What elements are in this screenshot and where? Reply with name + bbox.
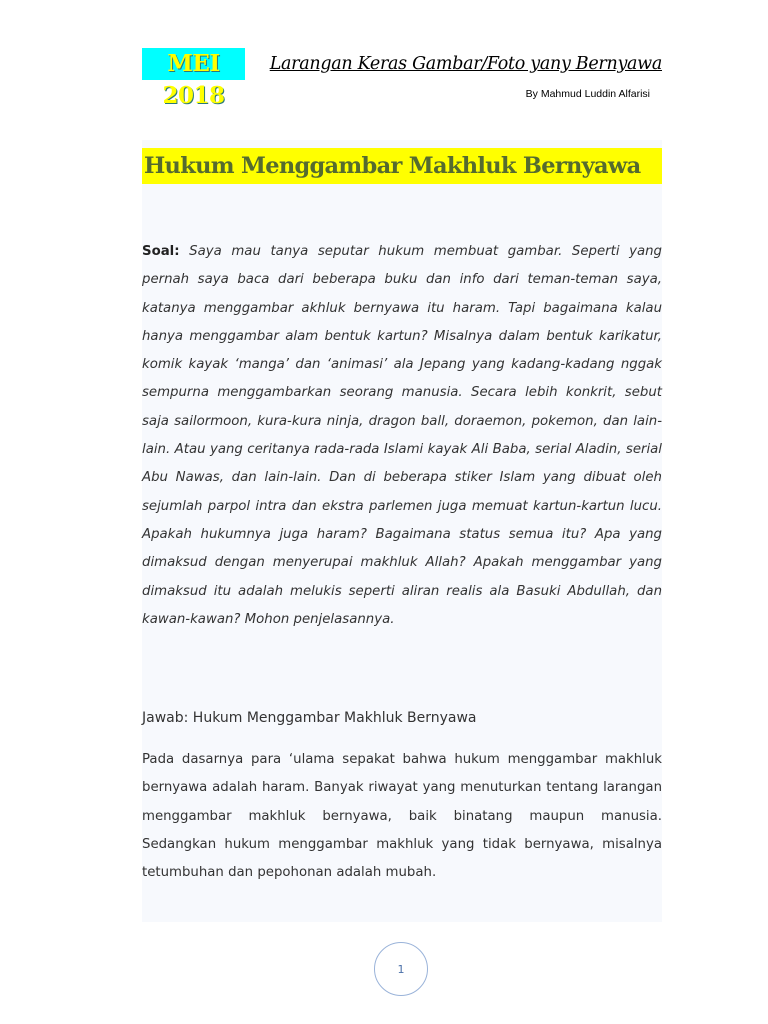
page-number: 1 — [374, 942, 428, 996]
question-label: Soal: — [142, 244, 180, 259]
author-byline: By Mahmud Luddin Alfarisi — [525, 88, 650, 100]
question-paragraph — [142, 238, 662, 634]
answer-heading: Jawab: Hukum Menggambar Makhluk Bernyawa — [142, 710, 477, 726]
answer-paragraph: Pada dasarnya para ‘ulama sepakat bahwa hukum menggambar makhluk bernyawa adalah haram. Banyak riwayat yang menuturkan tentang larangan menggambar makhluk bernyawa, baik binatang maupun manusia. Sedangkan hukum menggambar makhluk yang tidak bernyawa, misalnya tetumbuhan dan pepohonan adalah mubah. — [142, 752, 662, 881]
question-text: Saya mau tanya seputar hukum membuat gambar. Seperti yang pernah saya baca dari beberapa buku dan info dari teman-teman saya, katanya menggambar akhluk bernyawa itu haram. Tapi bagaimana kalau hanya menggambar alam bentuk kartun? Misalnya dalam bentuk karikatur, komik kayak ‘manga’ dan ‘animasi’ ala Jepang yang kadang-kadang nggak sempurna menggambarkan seorang manusia. Secara lebih konkrit, sebut saja sailormoon, kura-kura ninja, dragon ball, doraemon, pokemon, dan lain-lain. Atau yang ceritanya rada-rada Islami kayak Ali Baba, serial Aladin, serial Abu Nawas, dan lain-lain. Dan di beberapa stiker Islam yang dibuat oleh sejumlah parpol intra dan ekstra parlemen juga memuat kartun-kartun lucu. Apakah hukumnya juga haram? Bagaimana status semua itu? Apa yang dimaksud dengan menyerupai makhluk Allah? Apakah menggambar yang dimaksud itu adalah melukis seperti aliran realis ala Basuki Abdullah, dan kawan-kawan? Mohon penjelasannya. — [142, 244, 662, 627]
article-heading: Hukum Menggambar Makhluk Bernyawa — [142, 148, 662, 184]
article-body — [142, 140, 662, 922]
header-title: Larangan Keras Gambar/Foto yany Bernyawa — [269, 54, 662, 74]
date-badge: MEI 2018 — [142, 48, 245, 80]
